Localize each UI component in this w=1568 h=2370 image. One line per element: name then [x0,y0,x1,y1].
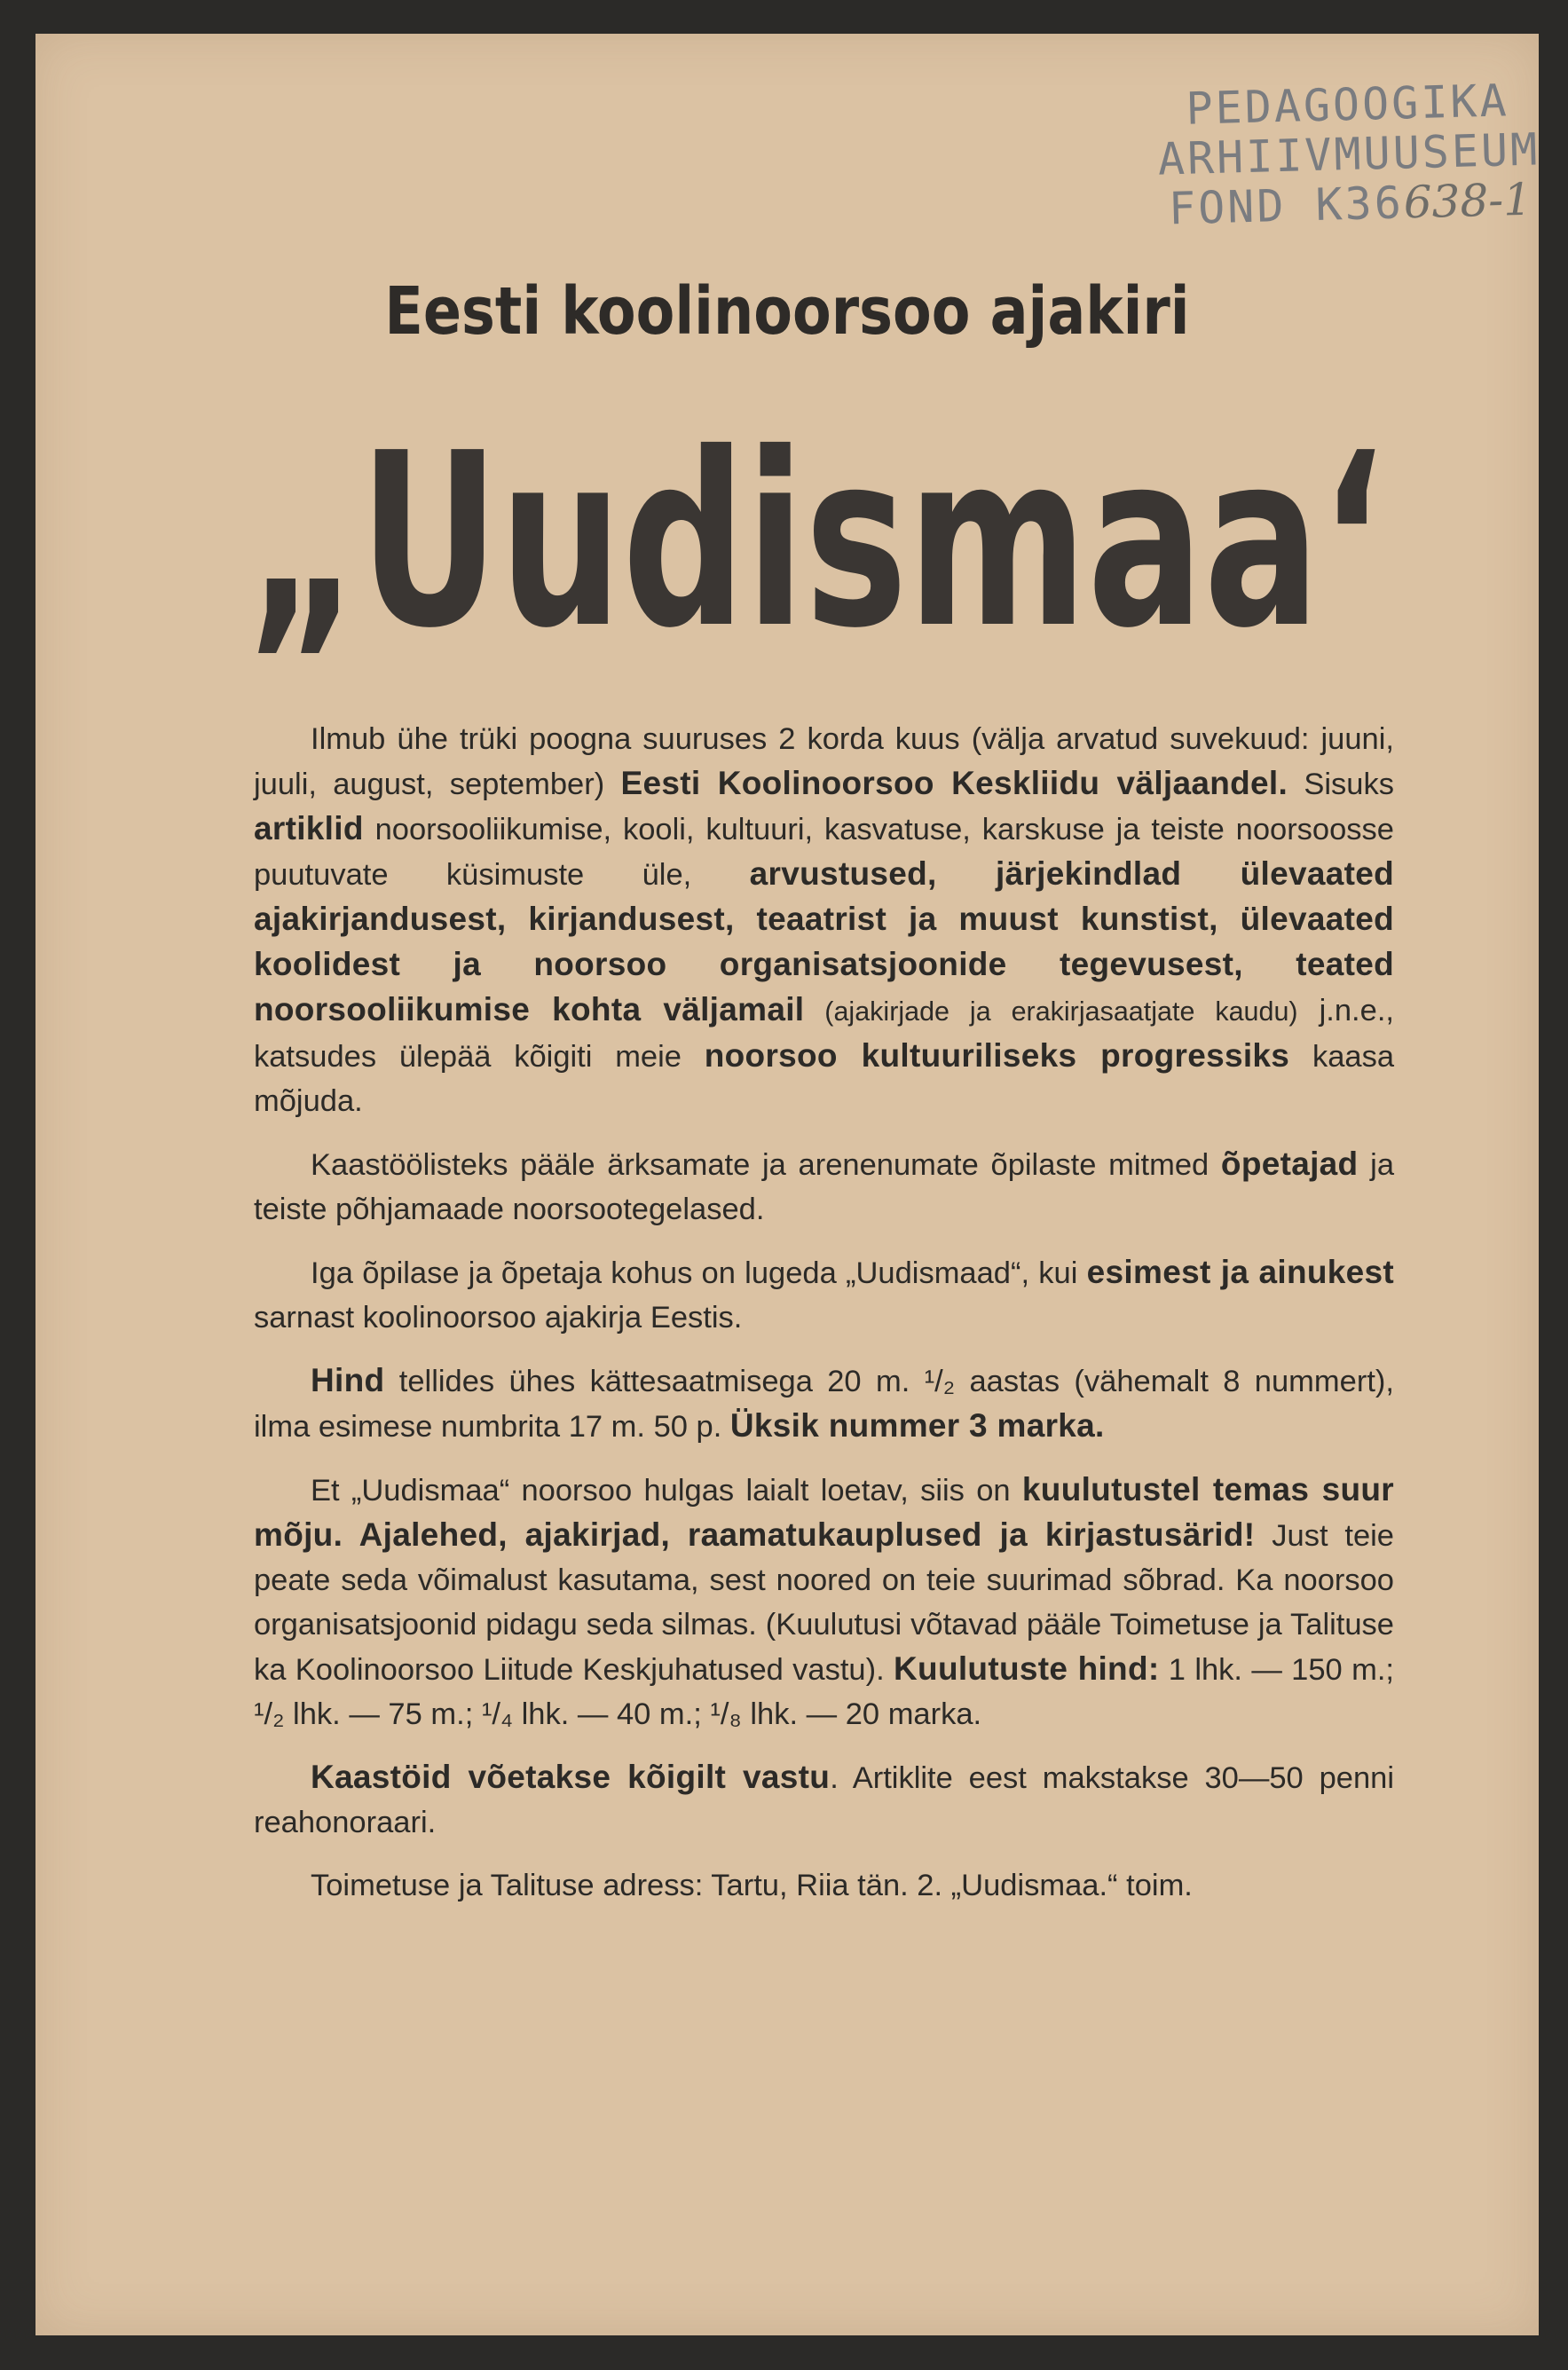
text: . Artiklite eest makstakse 30—50 penni reahonoraari. [254,1761,1394,1839]
emphasis: artiklid [254,810,364,846]
paragraph-contributors [254,1142,1394,1232]
emphasis: Üksik nummer 3 marka. [729,1407,1105,1444]
emphasis: noorsoo kultuuriliseks progressiks [704,1037,1290,1074]
emphasis: kuulutustel temas suur mõju. Ajalehed, ajakirjad, raamatukauplused ja kirjastusärid! [254,1471,1394,1553]
emphasis: Hind [311,1362,385,1398]
paragraph-description [254,717,1394,1123]
emphasis: arvustused, järjekindlad ülevaated ajakirjandusest, kirjandusest, teaatrist ja muust kunstist, ülevaated koolidest ja noorsoo organisatsjoonide tegevusest, teated noorsooliikumise kohta väljamail [254,855,1394,1028]
stamp-line-3 [1141,174,1559,234]
text: 1 lhk. — 150 m.; ¹/₂ lhk. — 75 m.; ¹/₄ lhk. — 40 m.; ¹/₈ lhk. — 20 marka. [254,1653,1394,1731]
text: noorsooliikumise, kooli, kultuuri, kasvatuse, karskuse ja teiste noorsoosse puutuvate küsimuste üle, [254,813,1394,892]
emphasis: õpetajad [1220,1146,1359,1182]
text: Et „Uudismaa“ noorsoo hulgas laialt loetav, siis on [311,1474,1022,1508]
paragraph-address [254,1863,1394,1908]
poster-sheet [35,34,1539,2335]
paragraph-advertising [254,1468,1394,1736]
text: tellides ühes kättesaatmisega 20 m. ¹/₂ aastas (vähemalt 8 nummert), ilma esimese numbrita 17 m. 50 p. [254,1365,1394,1444]
text: sarnast koolinoorsoo ajakirja Eestis. [254,1301,743,1335]
stamp-handwritten-number: 638-1 [1403,173,1533,229]
paragraph-duty [254,1250,1394,1340]
kicker-title: Eesti koolinoorsoo ajakiri [384,273,1190,350]
text: j.n.e., katsudes ülepää kõigiti meie [254,994,1394,1074]
paragraph-price [254,1358,1394,1449]
text: Sisuks [1288,768,1394,801]
emphasis: Eesti Koolinoorsoo Keskliidu väljaandel. [620,765,1288,801]
paragraph-contributions [254,1755,1394,1845]
text: kaasa mõjuda. [254,1040,1395,1118]
text: Ilmub ühe trüki poogna suuruses 2 korda kuus (välja arvatud suvekuud: juuni, juuli, august, september) [254,722,1394,801]
text: Toimetuse ja Talituse adress: Tartu, Riia tän. 2. „Uudismaa.“ toim. [311,1869,1193,1902]
emphasis: Kaastöid võetakse kõigilt vastu [311,1759,831,1795]
text: Iga õpilase ja õpetaja kohus on lugeda „Uudismaad“, kui [311,1256,1087,1290]
stamp-line-2: ARHIIVMUUSEUM [1157,123,1540,185]
emphasis: Kuulutuste hind: [894,1650,1160,1687]
masthead-title: „Uudismaa‘ [246,401,1386,681]
poster-body [254,717,1394,1926]
emphasis: esimest ja ainukest [1086,1254,1394,1290]
text: Just teie peate seda võimalust kasutama, sest noored on teie suurimad sõbrad. Ka noorsoo organisatsjoonid pidagu seda silmas. (Kuulutusi võtavad pääle Toimetuse ja Talituse ka Koolinoorsoo Liitude Keskjuhatused vastu). [254,1519,1394,1687]
text-small: (ajakirjade ja erakirjasaatjate kaudu) [804,996,1298,1027]
stamp-fond: FOND K36 [1168,177,1405,235]
text: ja teiste põhjamaade noorsootegelased. [254,1148,1395,1226]
stamp-line-1: PEDAGOOGIKA [1185,75,1510,135]
archive-stamp [1139,75,1559,234]
text: Kaastöölisteks pääle ärksamate ja arenenumate õpilaste mitmed [311,1148,1221,1182]
